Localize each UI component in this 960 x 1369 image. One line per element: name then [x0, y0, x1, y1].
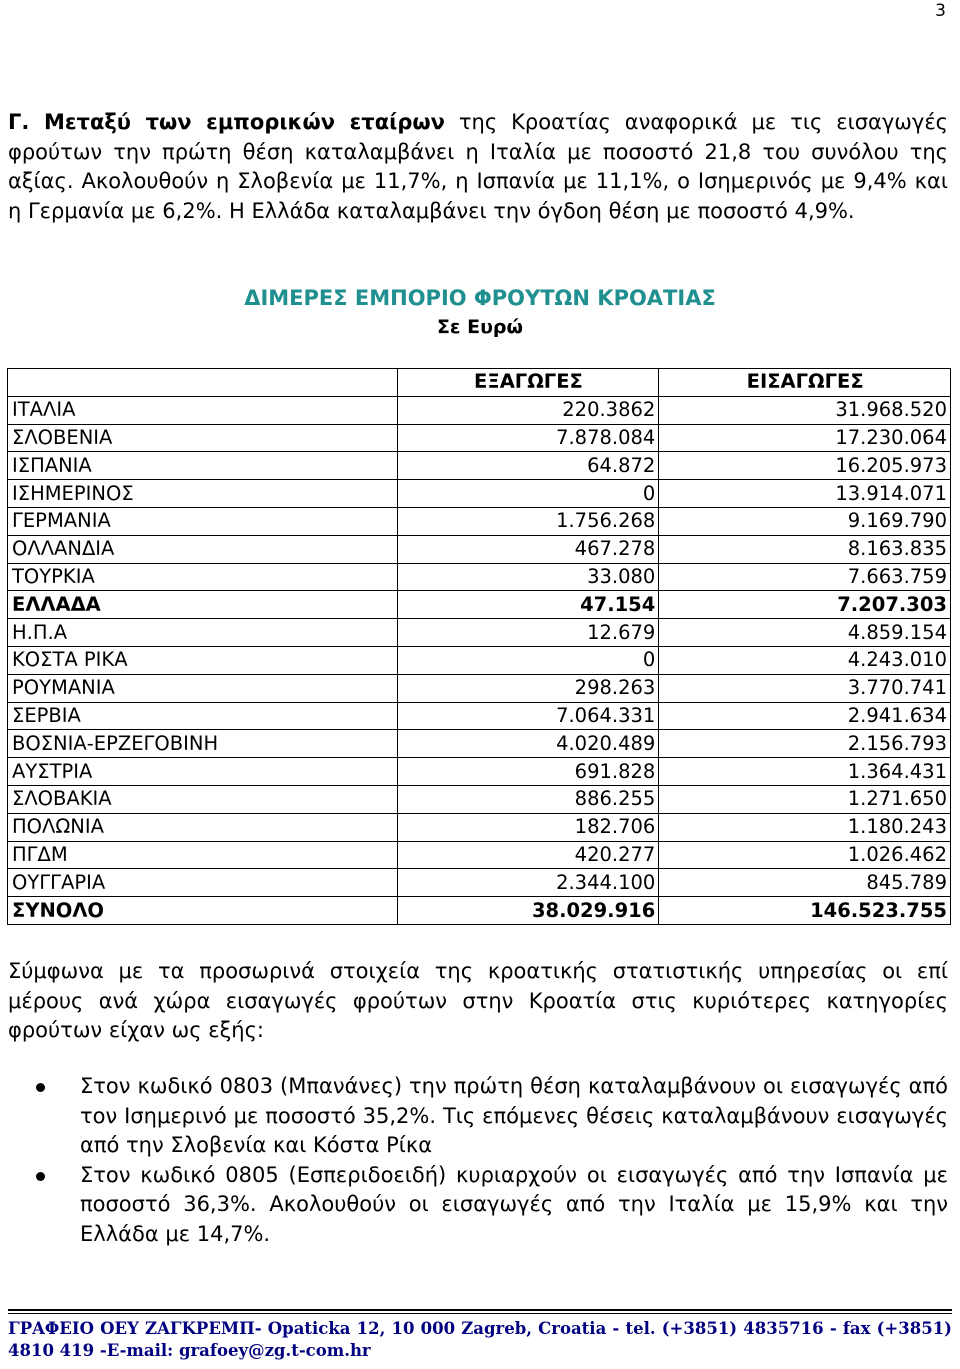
imports-cell: 31.968.520 — [659, 396, 951, 424]
table-row — [8, 563, 951, 591]
country-cell: ΙΤΑΛΙΑ — [8, 396, 398, 424]
exports-cell: 7.064.331 — [397, 702, 659, 730]
table-row — [8, 674, 951, 702]
header-exports: ΕΞΑΓΩΓΕΣ — [397, 369, 659, 397]
trade-table — [7, 368, 951, 925]
country-cell: ΟΛΛΑΝΔΙΑ — [8, 535, 398, 563]
table-row — [8, 591, 951, 619]
total-imports-cell: 146.523.755 — [659, 897, 951, 925]
table-title: ΔΙΜΕΡΕΣ ΕΜΠΟΡΙΟ ΦΡΟΥΤΩΝ ΚΡΟΑΤΙΑΣ — [244, 286, 716, 310]
country-cell: ΠΟΛΩΝΙΑ — [8, 813, 398, 841]
footer-divider-thin — [8, 1313, 952, 1314]
total-label-cell: ΣΥΝΟΛΟ — [8, 897, 398, 925]
table-row — [8, 702, 951, 730]
intro-bold-lead: Γ. Μεταξύ των εμπορικών εταίρων — [8, 110, 445, 134]
exports-cell: 2.344.100 — [397, 869, 659, 897]
header-imports: ΕΙΣΑΓΩΓΕΣ — [659, 369, 951, 397]
table-row — [8, 396, 951, 424]
page-number: 3 — [935, 1, 946, 21]
table-row — [8, 507, 951, 535]
bullet-text: Στον κωδικό 0805 (Εσπεριδοειδή) κυριαρχούν οι εισαγωγές από την Ισπανία με ποσοστό 36,3%. Ακολουθούν οι εισαγωγές από την Ιταλία με 15,9% και την Ελλάδα με 14,7%. — [80, 1162, 948, 1246]
imports-cell: 3.770.741 — [659, 674, 951, 702]
table-row — [8, 424, 951, 452]
table-row — [8, 480, 951, 508]
exports-cell: 420.277 — [397, 841, 659, 869]
table-row — [8, 730, 951, 758]
imports-cell: 2.156.793 — [659, 730, 951, 758]
exports-cell: 47.154 — [397, 591, 659, 619]
exports-cell: 0 — [397, 646, 659, 674]
exports-cell: 220.3862 — [397, 396, 659, 424]
country-cell: ΟΥΓΓΑΡΙΑ — [8, 869, 398, 897]
imports-cell: 1.364.431 — [659, 758, 951, 786]
country-cell: ΓΕΡΜΑΝΙΑ — [8, 507, 398, 535]
exports-cell: 182.706 — [397, 813, 659, 841]
imports-cell: 8.163.835 — [659, 535, 951, 563]
country-cell: ΡΟΥΜΑΝΙΑ — [8, 674, 398, 702]
table-total-row — [8, 897, 951, 925]
country-cell: ΣΕΡΒΙΑ — [8, 702, 398, 730]
body-paragraph: Σύμφωνα με τα προσωρινά στοιχεία της κροατικής στατιστικής υπηρεσίας οι επί μέρους ανά χώρα εισαγωγές φρούτων στην Κροατία στις κυριότερες κατηγορίες φρούτων είχαν ως εξής: — [8, 959, 948, 1042]
bullet-item — [8, 1161, 948, 1250]
country-cell: ΑΥΣΤΡΙΑ — [8, 758, 398, 786]
bullet-item — [8, 1072, 948, 1161]
exports-cell: 12.679 — [397, 619, 659, 647]
exports-cell: 1.756.268 — [397, 507, 659, 535]
country-cell: ΒΟΣΝΙΑ-ΕΡΖΕΓΟΒΙΝΗ — [8, 730, 398, 758]
imports-cell: 4.243.010 — [659, 646, 951, 674]
country-cell: ΠΓΔΜ — [8, 841, 398, 869]
bullet-dot-icon — [36, 1172, 45, 1181]
total-exports-cell: 38.029.916 — [397, 897, 659, 925]
intro-text: της Κροατίας αναφορικά με τις εισαγωγές φρούτων την πρώτη θέση καταλαμβάνει η Ιταλία με ποσοστό 21,8 του συνόλου της αξίας. Ακολουθούν η Σλοβενία με 11,7%, η Ισπανία με 11,1%, ο Ισημερινός με 9,4% και η Γερμανία με 6,2%. Η Ελλάδα καταλαμβάνει την όγδοη θέση με ποσοστό 4,9%. — [8, 110, 948, 223]
exports-cell: 691.828 — [397, 758, 659, 786]
imports-cell: 17.230.064 — [659, 424, 951, 452]
imports-cell: 13.914.071 — [659, 480, 951, 508]
bullet-text: Στον κωδικό 0803 (Μπανάνες) την πρώτη θέση καταλαμβάνουν οι εισαγωγές από τον Ισημερινό με ποσοστό 35,2%. Τις επόμενες θέσεις καταλαμβάνουν εισαγωγές από την Σλοβενία και Κόστα Ρίκα — [80, 1074, 948, 1157]
table-row — [8, 452, 951, 480]
exports-cell: 0 — [397, 480, 659, 508]
country-cell: ΣΛΟΒΕΝΙΑ — [8, 424, 398, 452]
imports-cell: 7.663.759 — [659, 563, 951, 591]
exports-cell: 886.255 — [397, 785, 659, 813]
exports-cell: 298.263 — [397, 674, 659, 702]
intro-paragraph — [8, 108, 948, 226]
footer-divider — [8, 1309, 952, 1311]
country-cell: ΚΟΣΤΑ ΡΙΚΑ — [8, 646, 398, 674]
imports-cell: 4.859.154 — [659, 619, 951, 647]
country-cell: Η.Π.Α — [8, 619, 398, 647]
table-row — [8, 619, 951, 647]
country-cell: ΕΛΛΑΔΑ — [8, 591, 398, 619]
country-cell: ΙΣΠΑΝΙΑ — [8, 452, 398, 480]
country-cell: ΙΣΗΜΕΡΙΝΟΣ — [8, 480, 398, 508]
country-cell: ΤΟΥΡΚΙΑ — [8, 563, 398, 591]
exports-cell: 33.080 — [397, 563, 659, 591]
exports-cell: 7.878.084 — [397, 424, 659, 452]
footer-contact: ΓΡΑΦΕΙΟ ΟΕΥ ΖΑΓΚΡΕΜΠ- Opaticka 12, 10 000 Zagreb, Croatia - tel. (+3851) 4835716 - fax (+3851) 4810 419 -E-mail: grafoey@zg.t-com.hr — [8, 1319, 952, 1360]
bullet-list — [8, 1072, 948, 1249]
table-row — [8, 841, 951, 869]
table-row — [8, 869, 951, 897]
exports-cell: 64.872 — [397, 452, 659, 480]
imports-cell: 9.169.790 — [659, 507, 951, 535]
exports-cell: 4.020.489 — [397, 730, 659, 758]
table-row — [8, 785, 951, 813]
bullet-dot-icon — [36, 1083, 45, 1092]
table-row — [8, 758, 951, 786]
table-subtitle: Σε Ευρώ — [436, 316, 524, 338]
country-cell: ΣΛΟΒΑΚΙΑ — [8, 785, 398, 813]
imports-cell: 1.180.243 — [659, 813, 951, 841]
imports-cell: 845.789 — [659, 869, 951, 897]
imports-cell: 2.941.634 — [659, 702, 951, 730]
header-country — [8, 369, 398, 397]
imports-cell: 1.271.650 — [659, 785, 951, 813]
table-row — [8, 535, 951, 563]
table-row — [8, 813, 951, 841]
table-row — [8, 646, 951, 674]
imports-cell: 1.026.462 — [659, 841, 951, 869]
table-header-row — [8, 369, 951, 397]
imports-cell: 7.207.303 — [659, 591, 951, 619]
exports-cell: 467.278 — [397, 535, 659, 563]
imports-cell: 16.205.973 — [659, 452, 951, 480]
table-body — [8, 396, 951, 924]
